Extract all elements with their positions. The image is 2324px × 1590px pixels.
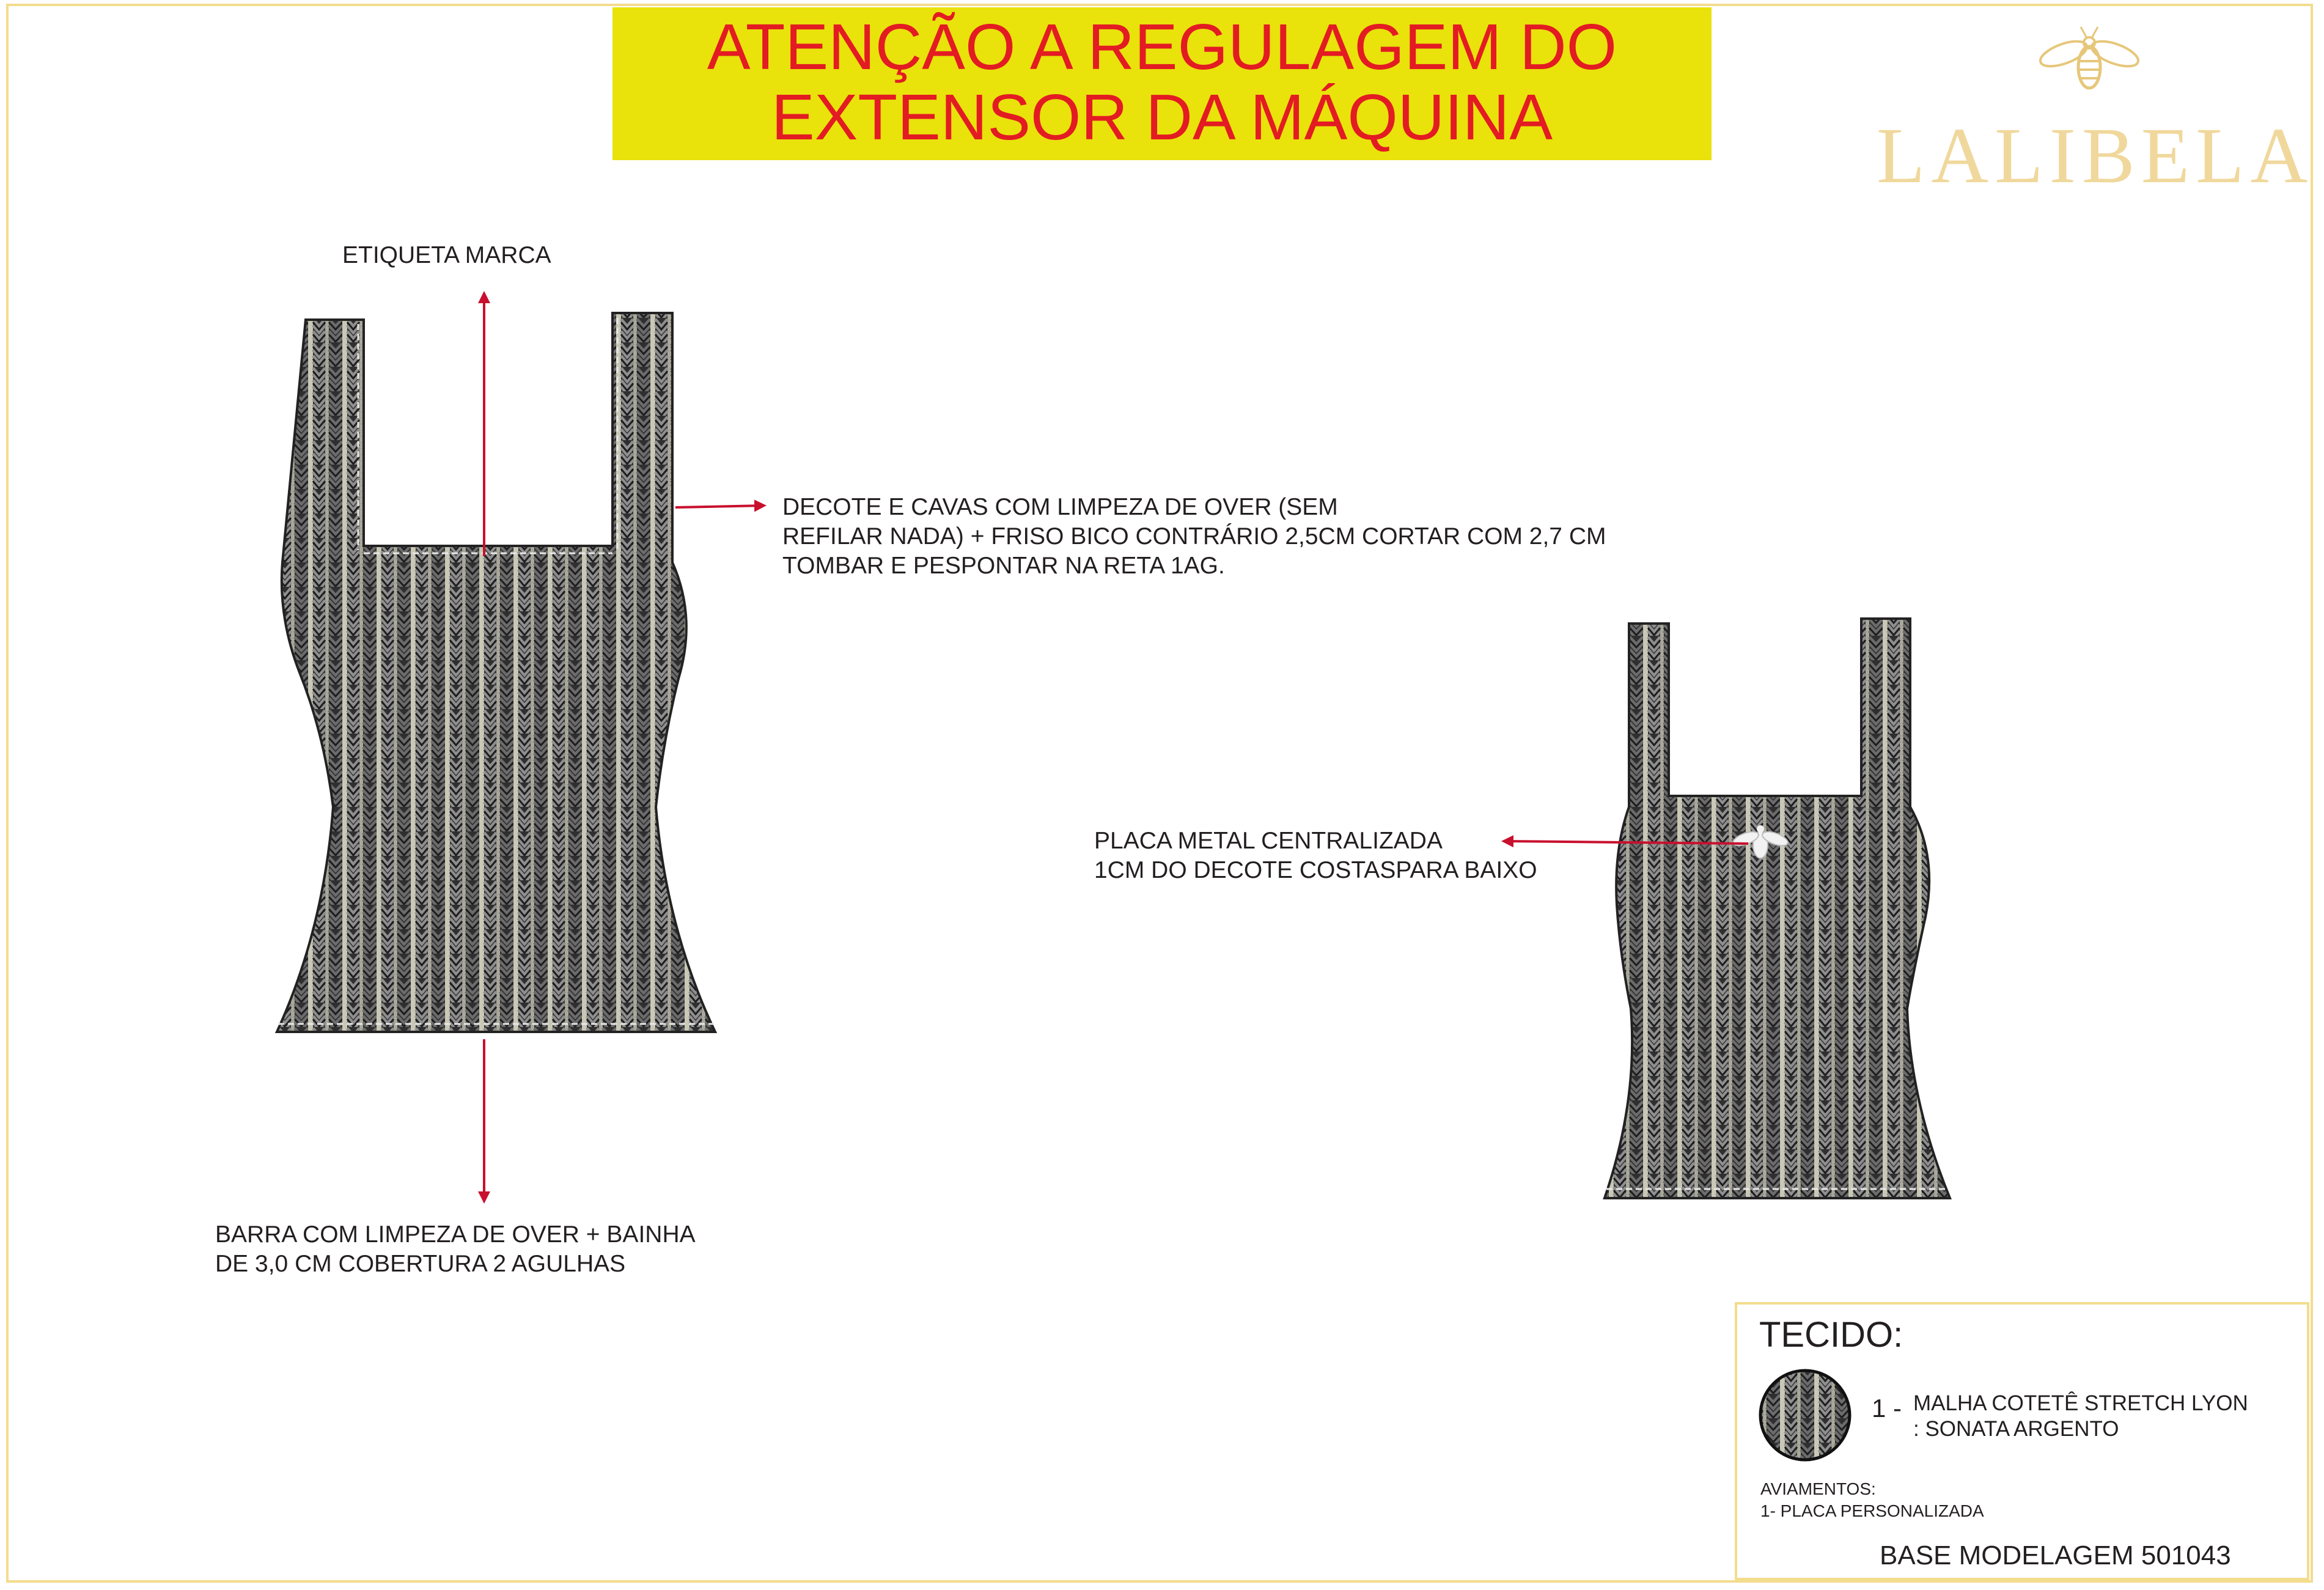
aviamentos-item: 1- PLACA PERSONALIZADA <box>1760 1501 1984 1520</box>
neckline-line-3: TOMBAR E PESPONTAR NA RETA 1AG. <box>782 553 1225 579</box>
hem-line-2: DE 3,0 CM COBERTURA 2 AGULHAS <box>215 1251 626 1277</box>
neckline-line-2: REFILAR NADA) + FRISO BICO CONTRÁRIO 2,5CM CORTAR COM 2,7 CM <box>782 523 1606 550</box>
hem-note <box>215 1220 696 1279</box>
neckline-line-1: DECOTE E CAVAS COM LIMPEZA DE OVER (SEM <box>782 494 1338 520</box>
fabric-line-1: MALHA COTETÊ STRETCH LYON <box>1913 1391 2248 1415</box>
bee-icon <box>2037 27 2141 88</box>
hem-line-1: BARRA COM LIMPEZA DE OVER + BAINHA <box>215 1221 696 1248</box>
etiqueta-label: ETIQUETA MARCA <box>342 242 551 268</box>
plate-line-2: 1CM DO DECOTE COSTASPARA BAIXO <box>1094 857 1537 883</box>
aviamentos <box>1760 1478 1984 1522</box>
tecido-title: TECIDO: <box>1759 1315 1903 1355</box>
warning-line-2: EXTENSOR DA MÁQUINA <box>771 81 1553 153</box>
etiqueta-note <box>342 241 551 270</box>
front-garment-sketch <box>277 313 715 1032</box>
brand-name: LALIBELA <box>1877 112 2314 200</box>
plate-note <box>1094 826 1537 885</box>
fabric-description <box>1913 1391 2248 1442</box>
base-model: BASE MODELAGEM 501043 <box>1880 1540 2231 1570</box>
plate-line-1: PLACA METAL CENTRALIZADA <box>1094 828 1443 854</box>
back-garment-sketch <box>1605 619 1950 1198</box>
aviamentos-title: AVIAMENTOS: <box>1760 1479 1876 1498</box>
warning-line-1: ATENÇÃO A REGULAGEM DO <box>707 11 1617 83</box>
fabric-line-2: : SONATA ARGENTO <box>1913 1417 2119 1441</box>
arrow-decote <box>675 506 764 507</box>
neckline-note <box>782 493 1606 581</box>
fabric-number: 1 - <box>1872 1394 1902 1423</box>
